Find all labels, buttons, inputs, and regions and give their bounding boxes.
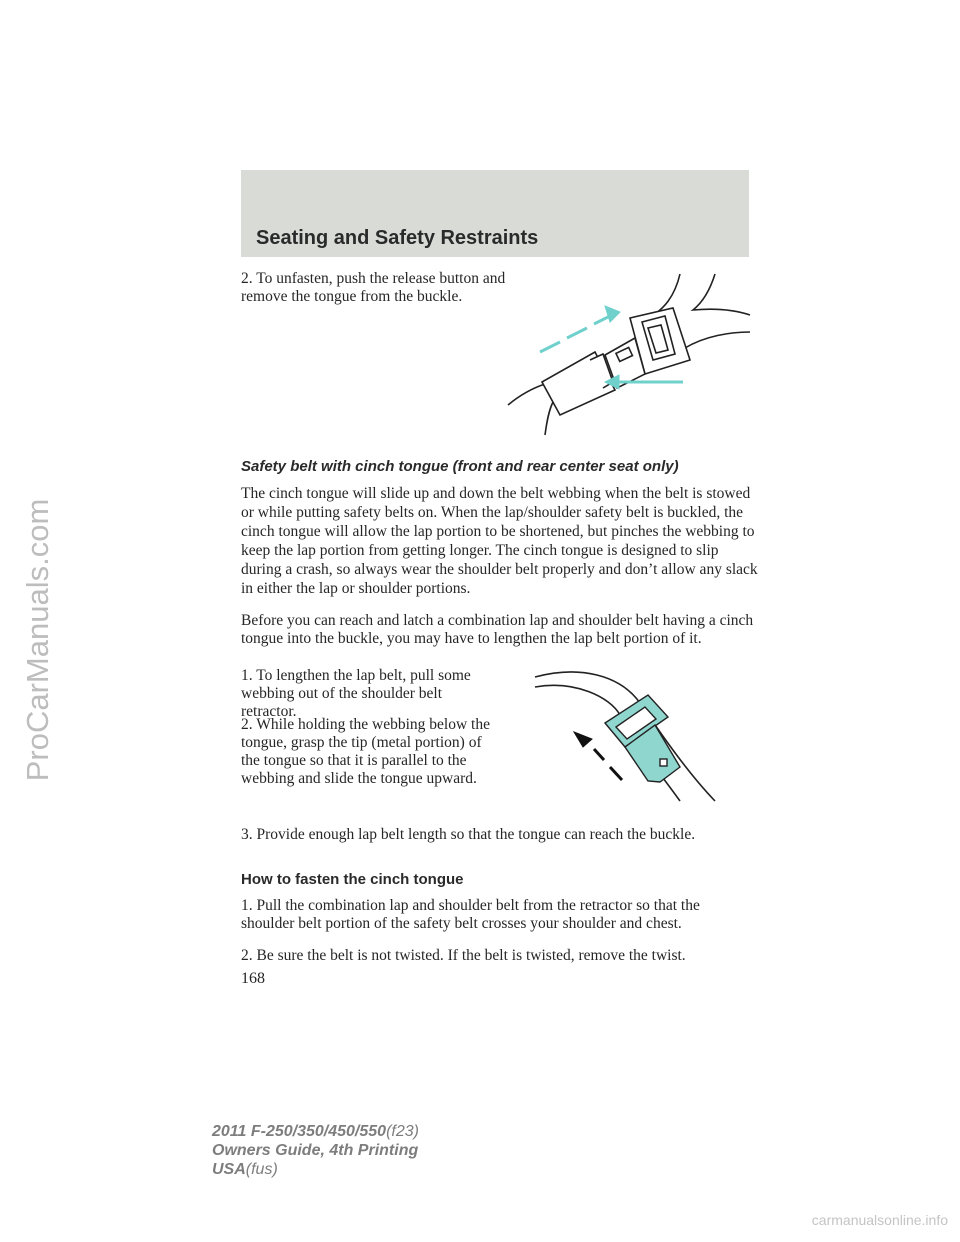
cinch-paragraph-1: The cinch tongue will slide up and down the belt webbing when the belt is stowed or while putting safety belts on. When the lap/shoulder safety belt is buckled, the cinch tongue will allow the lap portion to be shortened, but pinches the webbing to keep the lap portion from getting longer. The cinch tongue is designed to slip during a crash, so always wear the shoulder belt properly and don’t allow any slack in either the lap or shoulder portions. [241,485,758,597]
bottom-watermark: carmanualsonline.info [811,1212,948,1228]
unfasten-instruction: 2. To unfasten, push the release button and remove the tongue from the buckle. [241,270,506,305]
cinch-step-1: 1. To lengthen the lap belt, pull some webbing out of the shoulder belt retractor. [241,667,471,720]
page-section-title: Seating and Safety Restraints [256,227,539,249]
buckle-release-illustration [505,270,755,440]
cinch-step-2: 2. While holding the webbing below the tongue, grasp the tip (metal portion) of the tongue so that it is parallel to the webbing and slide the tongue upward. [241,716,490,787]
footer-region: USA [212,1161,246,1178]
page-number: 168 [241,970,265,987]
cinch-heading: Safety belt with cinch tongue (front and rear center seat only) [241,458,679,475]
side-watermark [8,250,68,1030]
cinch-tongue-illustration [530,655,730,805]
document-footer [212,1122,419,1179]
footer-region-code: (fus) [245,1161,278,1178]
cinch-tongue [605,695,680,782]
footer-printing: Owners Guide, 4th Printing [212,1142,419,1159]
upward-arrow [574,732,622,780]
fasten-heading: How to fasten the cinch tongue [241,871,464,888]
belt-tongue [542,352,615,415]
side-watermark-text: ProCarManuals.com [20,498,55,782]
cinch-step-3: 3. Provide enough lap belt length so that the tongue can reach the buckle. [241,826,696,843]
footer-model: 2011 F-250/350/450/550 [212,1123,387,1140]
fasten-step-2: 2. Be sure the belt is not twisted. If the belt is twisted, remove the twist. [241,947,686,964]
footer-code: (f23) [386,1123,419,1140]
cinch-paragraph-2: Before you can reach and latch a combination lap and shoulder belt having a cinch tongue into the buckle, you may have to lengthen the lap belt portion of it. [241,612,754,647]
fasten-step-1: 1. Pull the combination lap and shoulder belt from the retractor so that the shoulder belt portion of the safety belt crosses your shoulder and chest. [241,897,700,932]
